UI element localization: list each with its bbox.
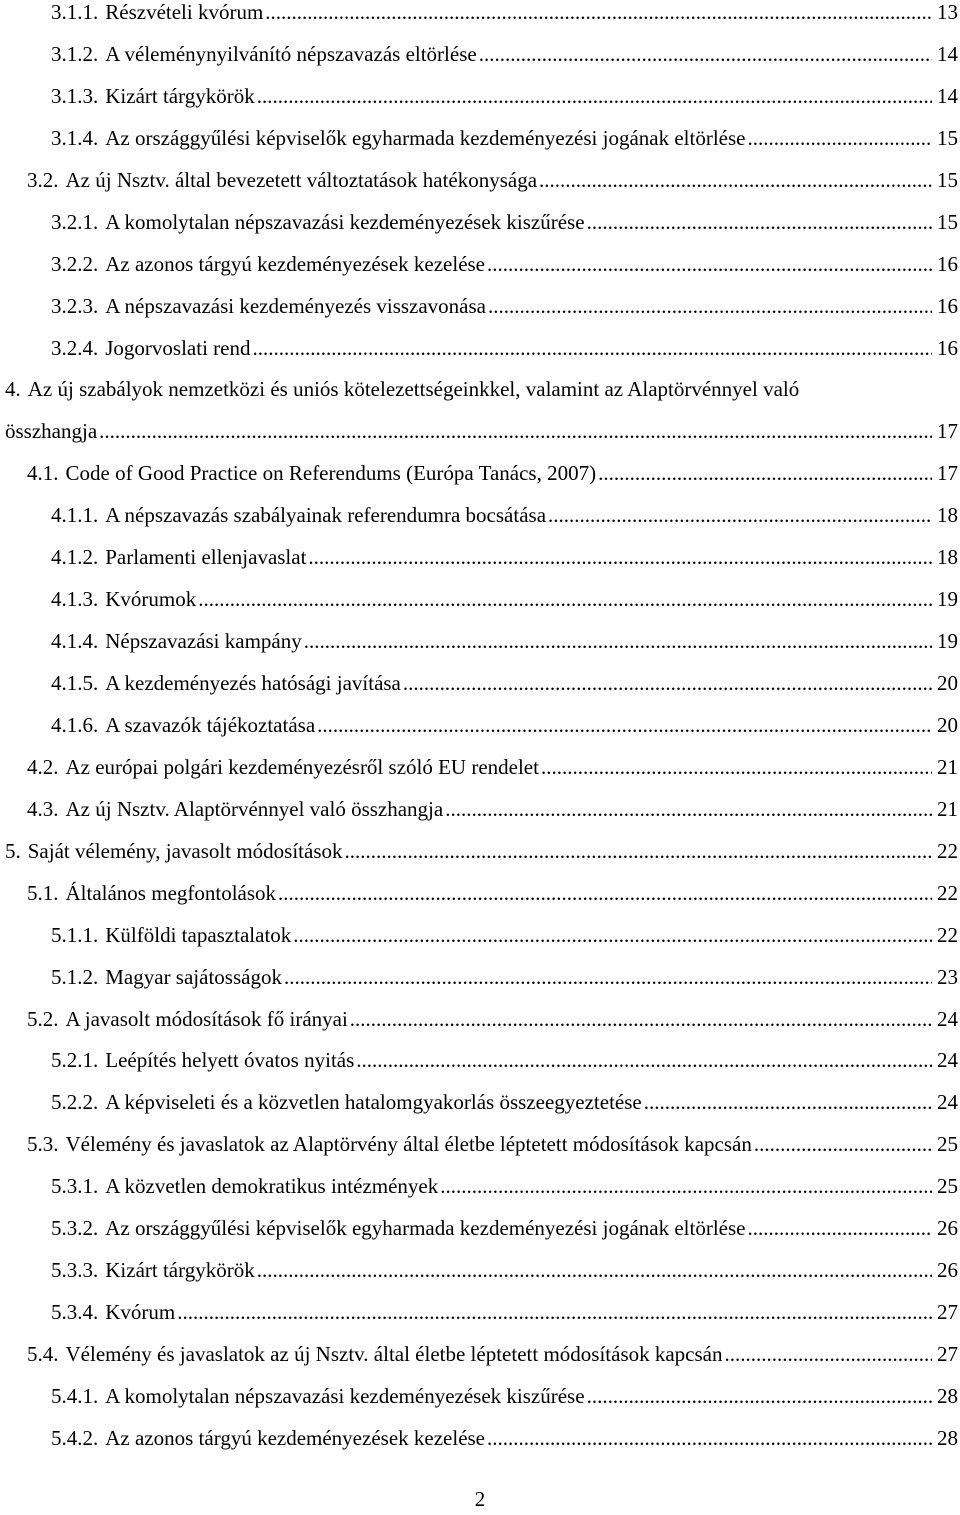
toc-entry-number: 3.2.1. bbox=[51, 209, 99, 234]
toc-entry-title: Az európai polgári kezdeményezésről szóló EU rendelet bbox=[65, 754, 539, 779]
toc-entry-title: Vélemény és javaslatok az Alaptörvény által életbe léptetett módosítások kapcsán bbox=[65, 1132, 752, 1157]
toc-entry-title: A népszavazási kezdeményezés visszavonása bbox=[105, 293, 486, 318]
toc-dot-leader bbox=[308, 537, 932, 579]
toc-entry[interactable] bbox=[0, 76, 960, 118]
toc-entry[interactable] bbox=[0, 915, 960, 957]
toc-entry[interactable] bbox=[0, 369, 960, 453]
toc-entry-title-continued: összhangja bbox=[5, 419, 98, 444]
toc-entry[interactable] bbox=[0, 1292, 960, 1334]
toc-entry[interactable] bbox=[0, 1208, 960, 1250]
toc-dot-leader bbox=[539, 160, 932, 202]
toc-dot-leader bbox=[748, 118, 933, 160]
toc-entry-title: Saját vélemény, javasolt módosítások bbox=[27, 838, 343, 863]
toc-entry-title: Kizárt tárgykörök bbox=[105, 83, 255, 108]
toc-entry-number: 4.1.1. bbox=[51, 503, 99, 528]
toc-entry-page: 15 bbox=[937, 167, 958, 192]
toc-entry-number: 4.1.2. bbox=[51, 545, 99, 570]
toc-entry-page: 15 bbox=[937, 209, 958, 234]
toc-dot-leader bbox=[445, 789, 932, 831]
toc-dot-leader bbox=[252, 328, 932, 370]
toc-entry-number: 5.1.2. bbox=[51, 964, 99, 989]
toc-dot-leader bbox=[541, 747, 932, 789]
toc-dot-leader bbox=[293, 915, 932, 957]
toc-entry-title: Leépítés helyett óvatos nyitás bbox=[105, 1048, 355, 1073]
toc-entry[interactable] bbox=[0, 328, 960, 370]
toc-dot-leader bbox=[587, 202, 932, 244]
toc-entry-page: 27 bbox=[937, 1342, 958, 1367]
toc-dot-leader bbox=[99, 411, 932, 453]
page-number: 2 bbox=[474, 1487, 486, 1511]
toc-dot-leader bbox=[548, 495, 932, 537]
toc-entry[interactable] bbox=[0, 663, 960, 705]
toc-entry[interactable] bbox=[0, 244, 960, 286]
toc-entry-number: 4.2. bbox=[27, 754, 59, 779]
toc-entry-page: 27 bbox=[937, 1300, 958, 1325]
toc-entry[interactable] bbox=[0, 1082, 960, 1124]
toc-entry-number: 5.1.1. bbox=[51, 922, 99, 947]
toc-dot-leader bbox=[284, 957, 932, 999]
toc-entry-number: 4.3. bbox=[27, 796, 59, 821]
toc-entry-number: 4.1.4. bbox=[51, 629, 99, 654]
toc-entry-page: 19 bbox=[937, 587, 958, 612]
toc-entry[interactable] bbox=[0, 160, 960, 202]
toc-entry[interactable] bbox=[0, 1250, 960, 1292]
toc-entry-page: 19 bbox=[937, 629, 958, 654]
toc-entry-page: 23 bbox=[937, 964, 958, 989]
toc-entry[interactable] bbox=[0, 1166, 960, 1208]
toc-entry-number: 4.1. bbox=[27, 461, 59, 486]
toc-entry-number: 5.2.2. bbox=[51, 1090, 99, 1115]
toc-entry-page: 20 bbox=[937, 712, 958, 737]
toc-entry-first-line bbox=[5, 369, 960, 411]
toc-entry-page: 17 bbox=[937, 419, 958, 444]
toc-entry[interactable] bbox=[0, 705, 960, 747]
toc-entry[interactable] bbox=[0, 621, 960, 663]
toc-entry-title: Részvételi kvórum bbox=[105, 0, 264, 24]
toc-entry-number: 5.2.1. bbox=[51, 1048, 99, 1073]
toc-entry[interactable] bbox=[0, 1040, 960, 1082]
toc-dot-leader bbox=[748, 1208, 933, 1250]
toc-entry-page: 24 bbox=[937, 1006, 958, 1031]
toc-dot-leader bbox=[257, 1250, 932, 1292]
toc-entry-number: 5.4.2. bbox=[51, 1425, 99, 1450]
toc-entry-number: 5. bbox=[5, 838, 21, 863]
toc-entry-number: 3.2.2. bbox=[51, 251, 99, 276]
toc-dot-leader bbox=[587, 1376, 932, 1418]
toc-dot-leader bbox=[725, 1334, 933, 1376]
toc-entry-page: 25 bbox=[937, 1132, 958, 1157]
toc-entry[interactable] bbox=[0, 1376, 960, 1418]
toc-entry-page: 16 bbox=[937, 335, 958, 360]
toc-dot-leader bbox=[644, 1082, 932, 1124]
toc-entry-page: 28 bbox=[937, 1383, 958, 1408]
toc-entry-title: A népszavazás szabályainak referendumra bocsátása bbox=[105, 503, 547, 528]
toc-entry-title: A képviseleti és a közvetlen hatalomgyakorlás összeegyeztetése bbox=[105, 1090, 642, 1115]
toc-entry-title: Vélemény és javaslatok az új Nsztv. által életbe léptetett módosítások kapcsán bbox=[65, 1342, 723, 1367]
toc-dot-leader bbox=[265, 0, 932, 34]
toc-entry[interactable] bbox=[0, 1334, 960, 1376]
toc-entry-page: 15 bbox=[937, 125, 958, 150]
toc-entry-title: A komolytalan népszavazási kezdeményezések kiszűrése bbox=[105, 1383, 585, 1408]
toc-dot-leader bbox=[479, 34, 932, 76]
toc-entry[interactable] bbox=[0, 1124, 960, 1166]
toc-entry-page: 21 bbox=[937, 754, 958, 779]
toc-entry-title: Magyar sajátosságok bbox=[105, 964, 282, 989]
toc-entry[interactable] bbox=[0, 873, 960, 915]
toc-entry-number: 4.1.6. bbox=[51, 712, 99, 737]
toc-entry[interactable] bbox=[0, 579, 960, 621]
toc-entry[interactable] bbox=[0, 957, 960, 999]
toc-entry-title: Külföldi tapasztalatok bbox=[105, 922, 292, 947]
toc-entry-number: 4.1.3. bbox=[51, 587, 99, 612]
toc-entry-title: Az országgyűlési képviselők egyharmada kezdeményezési jogának eltörlése bbox=[105, 125, 746, 150]
toc-entry-number: 3.1.1. bbox=[51, 0, 99, 24]
toc-entry-page: 25 bbox=[937, 1174, 958, 1199]
toc-entry-title: Jogorvoslati rend bbox=[105, 335, 251, 360]
toc-entry-page: 24 bbox=[937, 1048, 958, 1073]
toc-entry-title: A kezdeményezés hatósági javítása bbox=[105, 671, 401, 696]
toc-dot-leader bbox=[198, 579, 932, 621]
toc-entry[interactable] bbox=[0, 831, 960, 873]
toc-dot-leader bbox=[487, 244, 932, 286]
toc-entry-page: 16 bbox=[937, 251, 958, 276]
toc-entry-page: 22 bbox=[937, 922, 958, 947]
toc-entry[interactable] bbox=[0, 34, 960, 76]
toc-entry-number: 5.3.2. bbox=[51, 1216, 99, 1241]
toc-entry-title: A javasolt módosítások fő irányai bbox=[65, 1006, 348, 1031]
toc-entry[interactable] bbox=[0, 789, 960, 831]
toc-entry-number: 3.1.2. bbox=[51, 41, 99, 66]
toc-entry-title: Az azonos tárgyú kezdeményezések kezelése bbox=[105, 1425, 486, 1450]
toc-dot-leader bbox=[177, 1292, 932, 1334]
toc-entry-title: Az új Nsztv. Alaptörvénnyel való összhangja bbox=[65, 796, 444, 821]
toc-entry-number: 3.2.3. bbox=[51, 293, 99, 318]
toc-entry-page: 21 bbox=[937, 796, 958, 821]
toc-entry[interactable] bbox=[0, 286, 960, 328]
toc-entry[interactable] bbox=[0, 1418, 960, 1460]
toc-entry-number: 5.3.3. bbox=[51, 1258, 99, 1283]
toc-dot-leader bbox=[257, 76, 932, 118]
toc-entry[interactable] bbox=[0, 202, 960, 244]
toc-entry-page: 24 bbox=[937, 1090, 958, 1115]
toc-entry-number: 5.1. bbox=[27, 880, 59, 905]
toc-entry[interactable] bbox=[0, 0, 960, 34]
toc-dot-leader bbox=[278, 873, 932, 915]
toc-dot-leader bbox=[598, 453, 932, 495]
toc-entry-title: Kizárt tárgykörök bbox=[105, 1258, 255, 1283]
toc-entry-page: 26 bbox=[937, 1258, 958, 1283]
toc-entry-number: 5.4. bbox=[27, 1342, 59, 1367]
toc-entry-page: 18 bbox=[937, 503, 958, 528]
toc-entry-title: A véleménynyilvánító népszavazás eltörlése bbox=[105, 41, 477, 66]
toc-entry-title: Az új szabályok nemzetközi és uniós kötelezettségeinkkel, valamint az Alaptörvénnyel való bbox=[27, 377, 800, 402]
toc-entry-title: A közvetlen demokratikus intézmények bbox=[105, 1174, 439, 1199]
toc-entry-title: Kvórum bbox=[105, 1300, 176, 1325]
toc-dot-leader bbox=[350, 999, 932, 1041]
toc-entry-page: 26 bbox=[937, 1216, 958, 1241]
toc-entry-number: 3.2.4. bbox=[51, 335, 99, 360]
toc-dot-leader bbox=[488, 286, 932, 328]
toc-entry-title: Az azonos tárgyú kezdeményezések kezelése bbox=[105, 251, 486, 276]
toc-dot-leader bbox=[403, 663, 932, 705]
toc-entry-number: 4.1.5. bbox=[51, 671, 99, 696]
toc-entry[interactable] bbox=[0, 118, 960, 160]
toc-entry[interactable] bbox=[0, 495, 960, 537]
toc-dot-leader bbox=[440, 1166, 932, 1208]
toc-entry-title: Code of Good Practice on Referendums (Európa Tanács, 2007) bbox=[65, 461, 597, 486]
toc-entry-number: 4. bbox=[5, 377, 21, 402]
toc-entry-title: A szavazók tájékoztatása bbox=[105, 712, 316, 737]
toc-entry-title: Az országgyűlési képviselők egyharmada kezdeményezési jogának eltörlése bbox=[105, 1216, 746, 1241]
toc-entry-page: 18 bbox=[937, 545, 958, 570]
toc-entry-number: 5.3. bbox=[27, 1132, 59, 1157]
toc-dot-leader bbox=[487, 1418, 932, 1460]
toc-entry-page: 17 bbox=[937, 461, 958, 486]
toc-entry[interactable] bbox=[0, 999, 960, 1041]
toc-entry[interactable] bbox=[0, 747, 960, 789]
toc-dot-leader bbox=[304, 621, 932, 663]
toc-entry-page: 13 bbox=[937, 0, 958, 24]
toc-entry-title: Parlamenti ellenjavaslat bbox=[105, 545, 307, 570]
toc-entry-title: A komolytalan népszavazási kezdeményezések kiszűrése bbox=[105, 209, 585, 234]
toc-entry-number: 3.2. bbox=[27, 167, 59, 192]
toc-entry[interactable] bbox=[0, 453, 960, 495]
toc-entry[interactable] bbox=[0, 537, 960, 579]
toc-entry-page: 14 bbox=[937, 83, 958, 108]
toc-dot-leader bbox=[345, 831, 933, 873]
toc-entry-number: 5.4.1. bbox=[51, 1383, 99, 1408]
toc-entry-page: 16 bbox=[937, 293, 958, 318]
toc-dot-leader bbox=[317, 705, 932, 747]
toc-entry-title: Népszavazási kampány bbox=[105, 629, 302, 654]
toc-dot-leader bbox=[356, 1040, 932, 1082]
toc-entry-page: 22 bbox=[937, 880, 958, 905]
toc-entry-number: 5.2. bbox=[27, 1006, 59, 1031]
toc-entry-number: 3.1.3. bbox=[51, 83, 99, 108]
toc-dot-leader bbox=[754, 1124, 932, 1166]
toc-entry-number: 3.1.4. bbox=[51, 125, 99, 150]
toc-entry-page: 22 bbox=[937, 838, 958, 863]
toc-entry-title: Az új Nsztv. által bevezetett változtatások hatékonysága bbox=[65, 167, 538, 192]
toc-entry-number: 5.3.1. bbox=[51, 1174, 99, 1199]
toc-entry-title: Kvórumok bbox=[105, 587, 197, 612]
toc-entry-page: 14 bbox=[937, 41, 958, 66]
toc-entry-page: 28 bbox=[937, 1425, 958, 1450]
toc-entry-title: Általános megfontolások bbox=[65, 880, 277, 905]
toc-entry-page: 20 bbox=[937, 671, 958, 696]
toc-entry-number: 5.3.4. bbox=[51, 1300, 99, 1325]
